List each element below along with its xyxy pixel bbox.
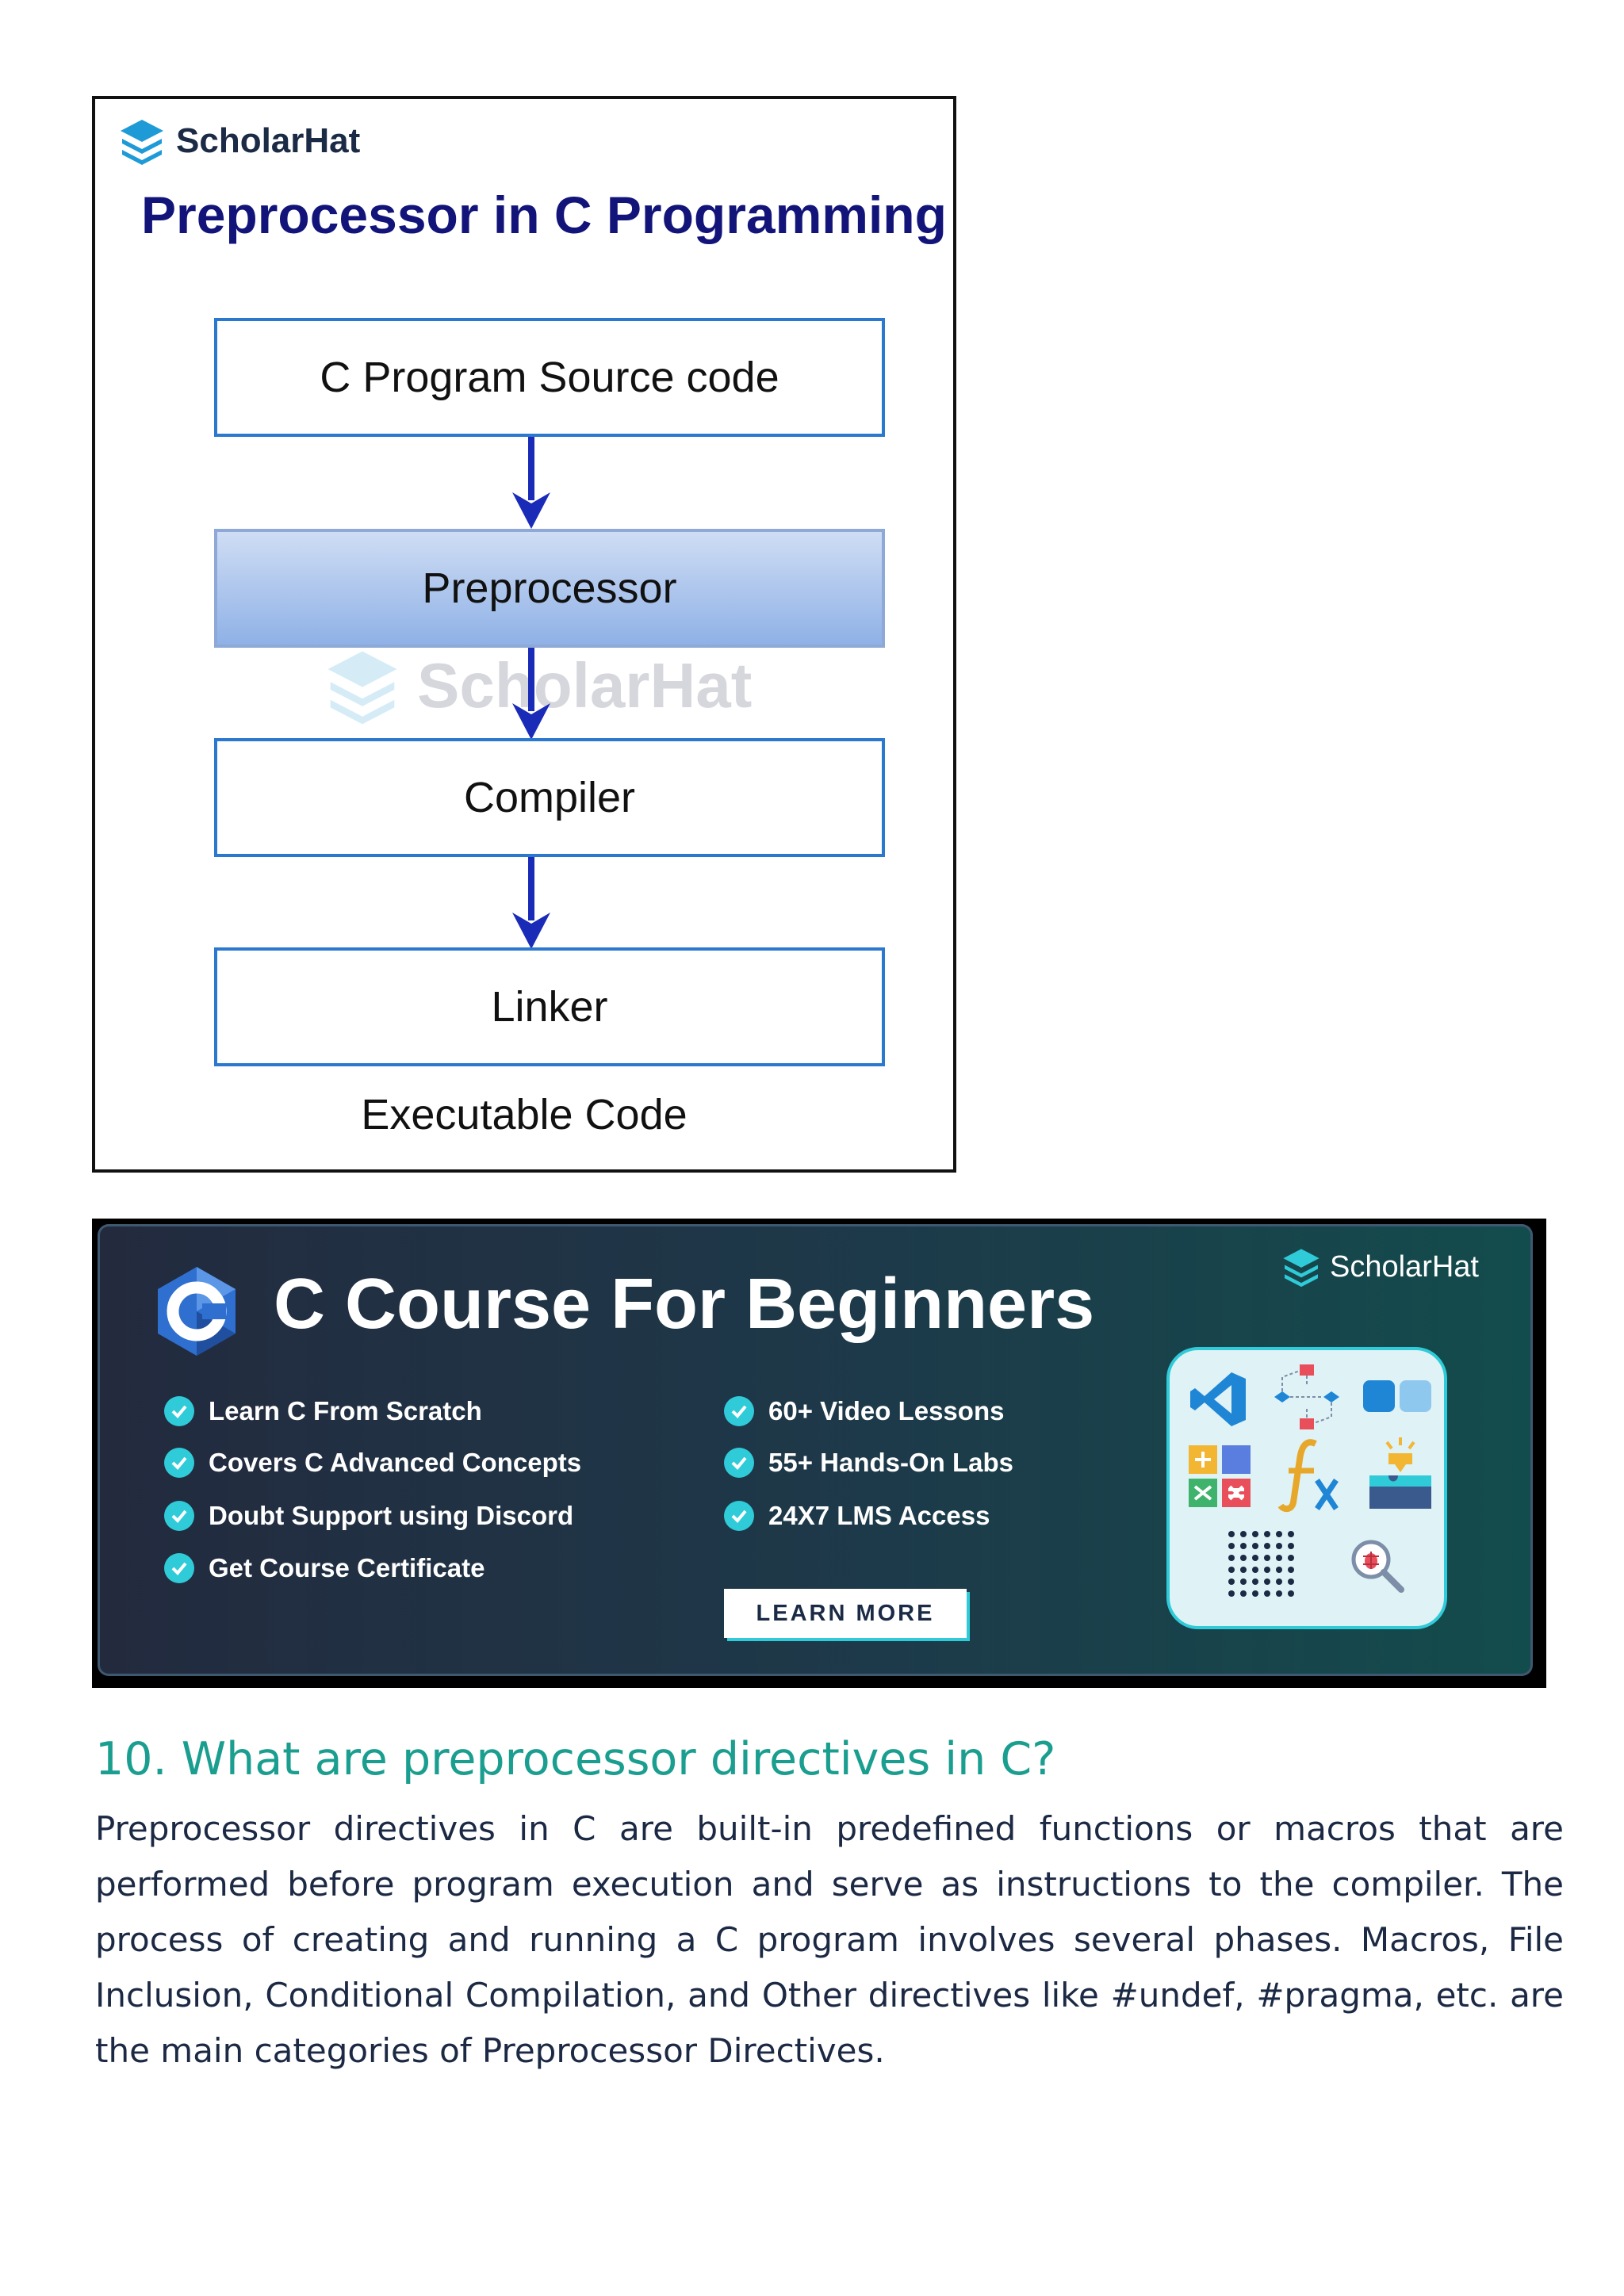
section-paragraph: Preprocessor directives in C are built-in predefined functions or macros that are performed before program execution and serve as instructions to the compiler. The process of creating and running a C program involves several phases. Macros, File Inclusion, Conditional Compilation, and Other directives like #undef, #pragma, etc. are the main categories of Preprocessor Directives. — [95, 1809, 1564, 2070]
feature-label: Doubt Support using Discord — [209, 1501, 574, 1530]
feature-label: 60+ Video Lessons — [768, 1396, 1005, 1425]
tools-card — [1166, 1347, 1447, 1629]
calculator-icon — [1185, 1442, 1254, 1510]
puzzle-icon — [1365, 1434, 1436, 1513]
feature-label: Get Course Certificate — [209, 1553, 485, 1582]
toggle-icon — [1360, 1374, 1436, 1418]
check-icon — [164, 1553, 194, 1583]
scholarhat-logo-icon — [117, 117, 167, 166]
diagram-brand-name: ScholarHat — [176, 121, 361, 160]
dot-grid-icon — [1224, 1526, 1300, 1602]
feature-item — [724, 1448, 1013, 1478]
feature-item — [164, 1396, 482, 1426]
check-icon — [724, 1501, 754, 1531]
function-icon — [1274, 1436, 1346, 1515]
feature-item — [164, 1448, 581, 1478]
banner-title: C Course For Beginners — [274, 1265, 1095, 1344]
diagram-brand — [117, 117, 360, 166]
flowchart-icon — [1271, 1361, 1342, 1433]
feature-item — [164, 1553, 485, 1583]
step-compiler: Compiler — [214, 738, 885, 857]
step-source-code: C Program Source code — [214, 318, 885, 437]
feature-item — [164, 1501, 573, 1531]
feature-item — [724, 1396, 1004, 1426]
check-icon — [724, 1396, 754, 1426]
watermark-text: ScholarHat — [417, 650, 753, 721]
bug-search-icon — [1346, 1534, 1409, 1598]
feature-item — [724, 1501, 990, 1531]
vscode-icon — [1187, 1368, 1251, 1431]
scholarhat-logo-icon — [1281, 1246, 1322, 1288]
arrow-down-icon — [508, 437, 555, 532]
preprocessor-diagram — [92, 96, 956, 1173]
banner-brand-name: ScholarHat — [1330, 1249, 1479, 1284]
course-banner[interactable] — [92, 1219, 1546, 1688]
check-icon — [164, 1396, 194, 1426]
feature-label: Covers C Advanced Concepts — [209, 1448, 582, 1477]
check-icon — [724, 1448, 754, 1478]
c-language-logo-icon — [153, 1264, 240, 1359]
learn-more-button[interactable]: LEARN MORE — [724, 1589, 967, 1638]
feature-label: Learn C From Scratch — [209, 1396, 482, 1425]
diagram-title: Preprocessor in C Programming — [141, 186, 947, 244]
scholarhat-watermark-icon — [319, 646, 406, 725]
step-linker: Linker — [214, 947, 885, 1066]
arrow-down-icon — [508, 857, 555, 952]
feature-label: 55+ Hands-On Labs — [768, 1448, 1014, 1477]
arrow-down-icon — [508, 648, 555, 743]
banner-brand — [1281, 1246, 1479, 1288]
check-icon — [164, 1448, 194, 1478]
check-icon — [164, 1501, 194, 1531]
feature-label: 24X7 LMS Access — [768, 1501, 990, 1530]
step-preprocessor: Preprocessor — [214, 529, 885, 648]
section-heading: 10. What are preprocessor directives in C? — [95, 1733, 1056, 1785]
executable-code-label: Executable Code — [361, 1091, 688, 1138]
